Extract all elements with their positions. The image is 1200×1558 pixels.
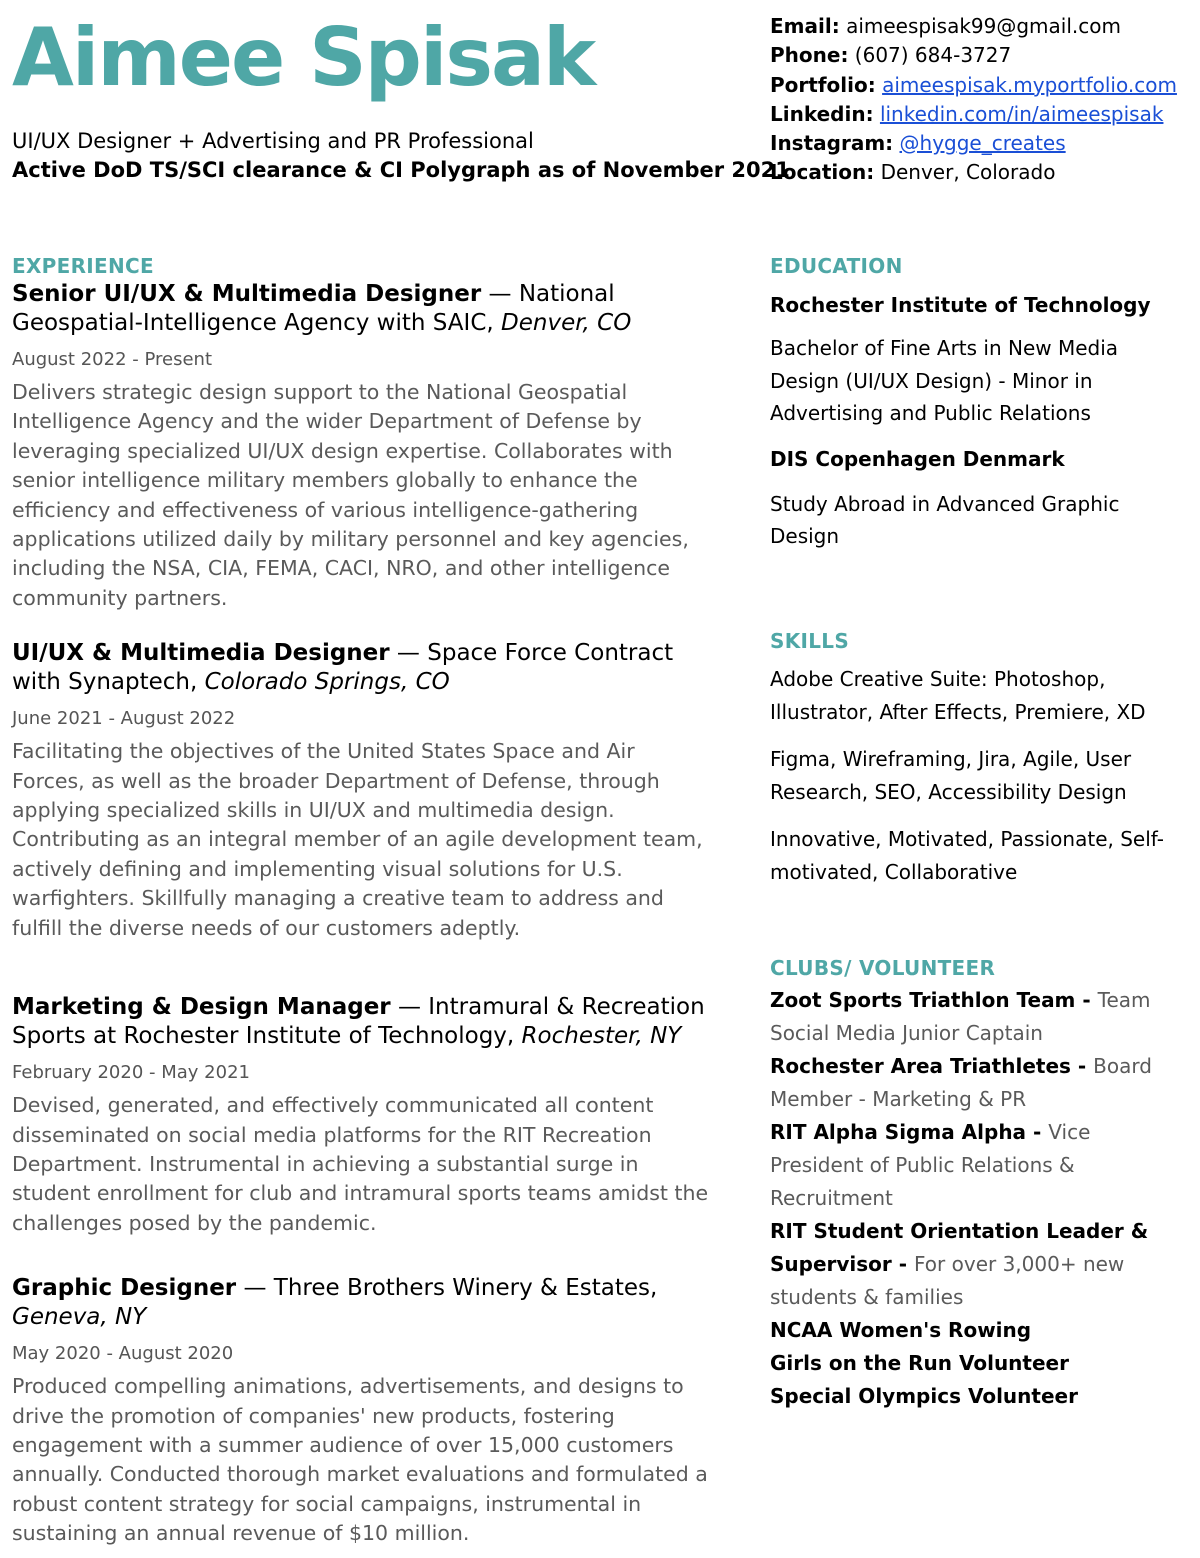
linkedin-label: Linkedin:	[770, 101, 874, 126]
job-dates: May 2020 - August 2020	[12, 1343, 234, 1365]
job-org: — Intramural & Recreation Sports at Rochester Institute of Technology,	[12, 994, 705, 1050]
contact-location	[770, 158, 1177, 187]
job-org: — Three Brothers Winery & Estates,	[236, 1275, 658, 1302]
job-description: Delivers strategic design support to the National Geospatial Intelligence Agency and the wider Department of Defense by leveraging specialized UI/UX design expertise. Collaborates with senior intelligence military members globally to enhance the efficiency and effectiveness of various intelligence-gathering applications utilized daily by military personnel and key agencies, including the NSA, CIA, FEMA, CACI, NRO, and other intelligence community partners.	[12, 380, 689, 610]
clearance-line: Active DoD TS/SCI clearance & CI Polygraph as of November 2021	[12, 158, 790, 182]
contact-portfolio	[770, 71, 1177, 100]
portfolio-label: Portfolio:	[770, 72, 876, 97]
subtitle: UI/UX Designer + Advertising and PR Professional	[12, 129, 534, 153]
contact-phone	[770, 41, 1177, 70]
job-role: Marketing & Design Manager	[12, 994, 391, 1021]
skills-group: Figma, Wireframing, Jira, Agile, User Research, SEO, Accessibility Design	[770, 746, 1132, 804]
job-role: Senior UI/UX & Multimedia Designer	[12, 281, 482, 307]
email-label: Email:	[770, 14, 840, 38]
contact-block	[770, 12, 1177, 188]
experience-column	[12, 252, 712, 1549]
location-value: Denver, Colorado	[880, 160, 1056, 185]
job-entry	[12, 1274, 712, 1548]
job-entry	[12, 280, 712, 613]
skills-group: Adobe Creative Suite: Photoshop, Illustrator, After Effects, Premiere, XD	[770, 666, 1146, 724]
linkedin-link[interactable]: linkedin.com/in/aimeespisak	[879, 101, 1164, 126]
name-heading: Aimee Spisak	[12, 11, 595, 104]
job-description: Produced compelling animations, advertisements, and designs to drive the promotion of companies' new products, fostering engagement with a summer audience of over 15,000 customers annually. Conducted thorough market evaluations and formulated a robust content strategy for social campaigns, instrumental in sustaining an annual revenue of $10 million.	[12, 1374, 708, 1546]
tagline	[12, 127, 790, 185]
skills-group: Innovative, Motivated, Passionate, Self-motivated, Collaborative	[770, 826, 1164, 884]
club-item: RIT Student Orientation Leader & Supervisor - For over 3,000+ new students & families	[770, 1218, 1149, 1309]
phone-label: Phone:	[770, 43, 849, 68]
skills-heading: SKILLS	[770, 628, 850, 653]
contact-instagram	[770, 129, 1177, 158]
clubs-heading: CLUBS/ VOLUNTEER	[770, 955, 996, 980]
education-school: Rochester Institute of Technology	[770, 293, 1151, 317]
job-description: Devised, generated, and effectively communicated all content disseminated on social media platforms for the RIT Recreation Department. Instrumental in achieving a substantial surge in student enrollment for club and intramural sports teams amidst the challenges posed by the pandemic.	[12, 1093, 709, 1235]
job-location: Colorado Springs, CO	[204, 669, 450, 696]
job-title	[12, 1274, 712, 1332]
education-degree: Study Abroad in Advanced Graphic Design	[770, 491, 1120, 548]
club-item: RIT Alpha Sigma Alpha - Vice President of Public Relations & Recruitment	[770, 1119, 1091, 1210]
job-entry	[12, 639, 712, 943]
job-entry	[12, 993, 712, 1238]
phone-value: (607) 684-3727	[854, 43, 1012, 68]
contact-linkedin	[770, 100, 1177, 129]
job-location: Rochester, NY	[521, 1023, 682, 1050]
education-degree: Bachelor of Fine Arts in New Media Design (UI/UX Design) - Minor in Advertising and Public Relations	[770, 336, 1119, 425]
job-dates: June 2021 - August 2022	[12, 708, 236, 730]
job-dates: February 2020 - May 2021	[12, 1062, 250, 1084]
club-item: Girls on the Run Volunteer	[770, 1350, 1069, 1375]
portfolio-link[interactable]: aimeespisak.myportfolio.com	[882, 72, 1177, 97]
job-dates: August 2022 - Present	[12, 349, 212, 370]
job-title	[12, 280, 712, 338]
experience-heading: EXPERIENCE	[12, 254, 154, 278]
instagram-link[interactable]: @hygge_creates	[899, 131, 1066, 156]
job-role: Graphic Designer	[12, 1275, 237, 1302]
job-location: Geneva, NY	[12, 1304, 147, 1331]
location-label: Location:	[770, 160, 875, 185]
job-org: — Space Force Contract with Synaptech,	[12, 640, 674, 696]
job-title	[12, 993, 712, 1051]
instagram-label: Instagram:	[770, 131, 894, 156]
job-role: UI/UX & Multimedia Designer	[12, 640, 390, 667]
education-school: DIS Copenhagen Denmark	[770, 446, 1065, 471]
club-item: Special Olympics Volunteer	[770, 1383, 1078, 1408]
education-heading: EDUCATION	[770, 254, 903, 278]
club-item: Zoot Sports Triathlon Team - Team Social Media Junior Captain	[770, 987, 1151, 1045]
club-item: NCAA Women's Rowing	[770, 1317, 1032, 1342]
job-title	[12, 639, 712, 697]
sidebar-column	[770, 252, 1170, 1413]
job-location: Denver, CO	[501, 310, 632, 336]
email-value: aimeespisak99@gmail.com	[846, 14, 1121, 38]
club-item: Rochester Area Triathletes - Board Member - Marketing & PR	[770, 1053, 1152, 1111]
contact-email	[770, 12, 1177, 41]
job-description: Facilitating the objectives of the United States Space and Air Forces, as well as the broader Department of Defense, through applying specialized skills in UI/UX and multimedia design. Contributing as an integral member of an agile development team, actively defining and implementing visual solutions for U.S. warfighters. Skillfully managing a creative team to address and fulfill the diverse needs of our customers adeptly.	[12, 739, 703, 940]
job-org: — National Geospatial-Intelligence Agency with SAIC,	[12, 281, 615, 336]
